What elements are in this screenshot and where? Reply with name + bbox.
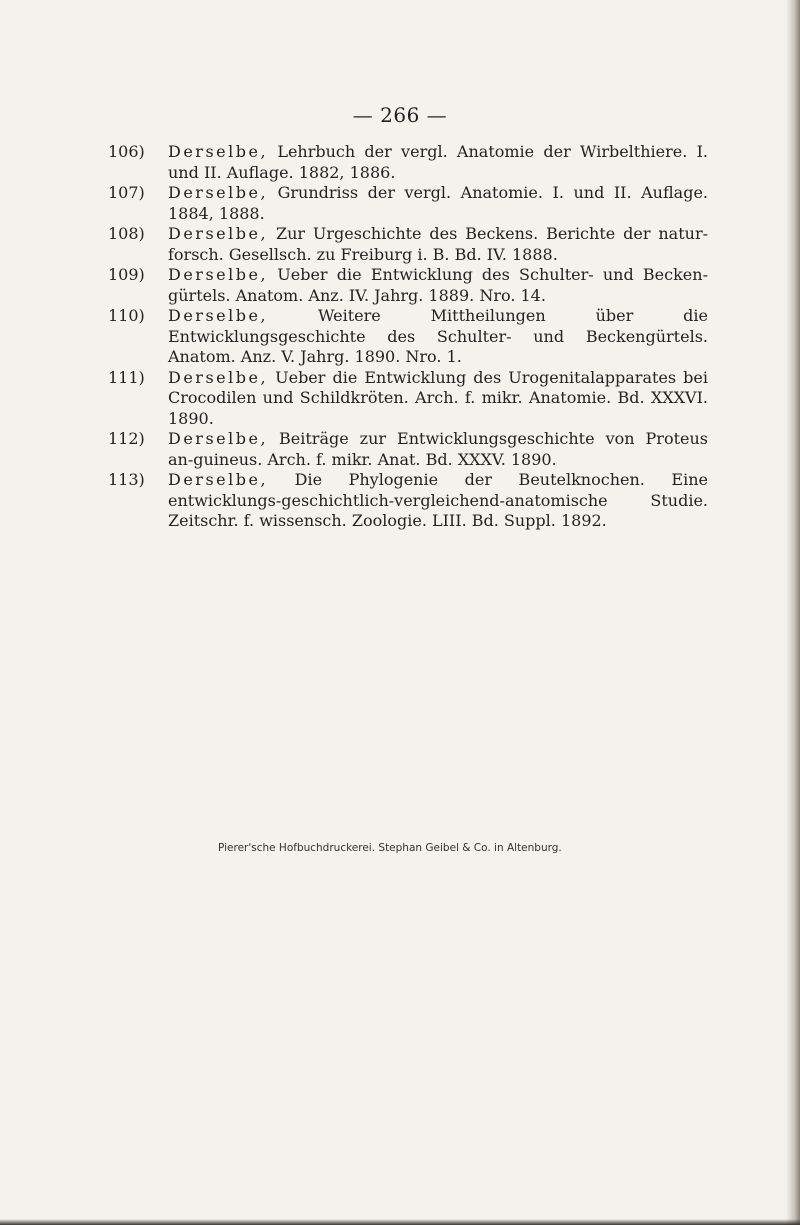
entry-author: Derselbe, bbox=[168, 429, 269, 448]
reference-list bbox=[108, 142, 708, 532]
page-edge-shadow bbox=[786, 0, 800, 1225]
entry-number: 106) bbox=[108, 142, 145, 161]
entry-author: Derselbe, bbox=[168, 183, 269, 202]
entry-number: 110) bbox=[108, 306, 145, 325]
reference-entry bbox=[108, 306, 708, 368]
entry-text: Beiträge zur Entwicklungsgeschichte von Proteus an-guineus. Arch. f. mikr. Anat. Bd. XXXV. 1890. bbox=[168, 429, 708, 469]
reference-entry bbox=[108, 470, 708, 532]
entry-author: Derselbe, bbox=[168, 142, 269, 161]
entry-text: Weitere Mittheilungen über die Entwicklungsgeschichte des Schulter- und Beckengürtels. Anatom. Anz. V. Jahrg. 1890. Nro. 1. bbox=[168, 306, 708, 366]
entry-author: Derselbe, bbox=[168, 224, 269, 243]
entry-number: 112) bbox=[108, 429, 145, 448]
reference-entry bbox=[108, 429, 708, 470]
entry-author: Derselbe, bbox=[168, 367, 269, 387]
entry-text: Grundriss der vergl. Anatomie. I. und II. Auflage. 1884, 1888. bbox=[168, 183, 708, 223]
printer-imprint: Pierer'sche Hofbuchdruckerei. Stephan Geibel & Co. in Altenburg. bbox=[218, 842, 562, 854]
entry-number: 111) bbox=[108, 367, 145, 387]
reference-entry bbox=[108, 183, 708, 224]
entry-text: Lehrbuch der vergl. Anatomie der Wirbelthiere. I. und II. Auflage. 1882, 1886. bbox=[168, 142, 708, 182]
entry-number: 113) bbox=[108, 470, 145, 489]
reference-entry bbox=[108, 368, 708, 430]
entry-number: 107) bbox=[108, 183, 145, 202]
reference-entry bbox=[108, 142, 708, 183]
entry-number: 108) bbox=[108, 224, 145, 243]
page-number: — 266 — bbox=[352, 103, 448, 127]
entry-text: Zur Urgeschichte des Beckens. Berichte der natur-forsch. Gesellsch. zu Freiburg i. B. Bd. IV. 1888. bbox=[168, 224, 708, 264]
entry-text: Ueber die Entwicklung des Urogenitalapparates bei Crocodilen und Schildkröten. Arch. f. mikr. Anatomie. Bd. XXXVI. 1890. bbox=[168, 367, 708, 428]
page-bottom-edge bbox=[0, 1219, 800, 1225]
entry-author: Derselbe, bbox=[168, 470, 269, 489]
reference-entry bbox=[108, 224, 708, 265]
entry-number: 109) bbox=[108, 265, 145, 284]
entry-author: Derselbe, bbox=[168, 265, 269, 284]
entry-author: Derselbe, bbox=[168, 306, 269, 325]
entry-text: Die Phylogenie der Beutelknochen. Eine entwicklungs-geschichtlich-vergleichend-anatomische Studie. Zeitschr. f. wissensch. Zoologie. LIII. Bd. Suppl. 1892. bbox=[168, 470, 709, 530]
reference-entry bbox=[108, 265, 708, 306]
entry-text: Ueber die Entwicklung des Schulter- und Becken-gürtels. Anatom. Anz. IV. Jahrg. 1889. Nro. 14. bbox=[168, 265, 708, 305]
